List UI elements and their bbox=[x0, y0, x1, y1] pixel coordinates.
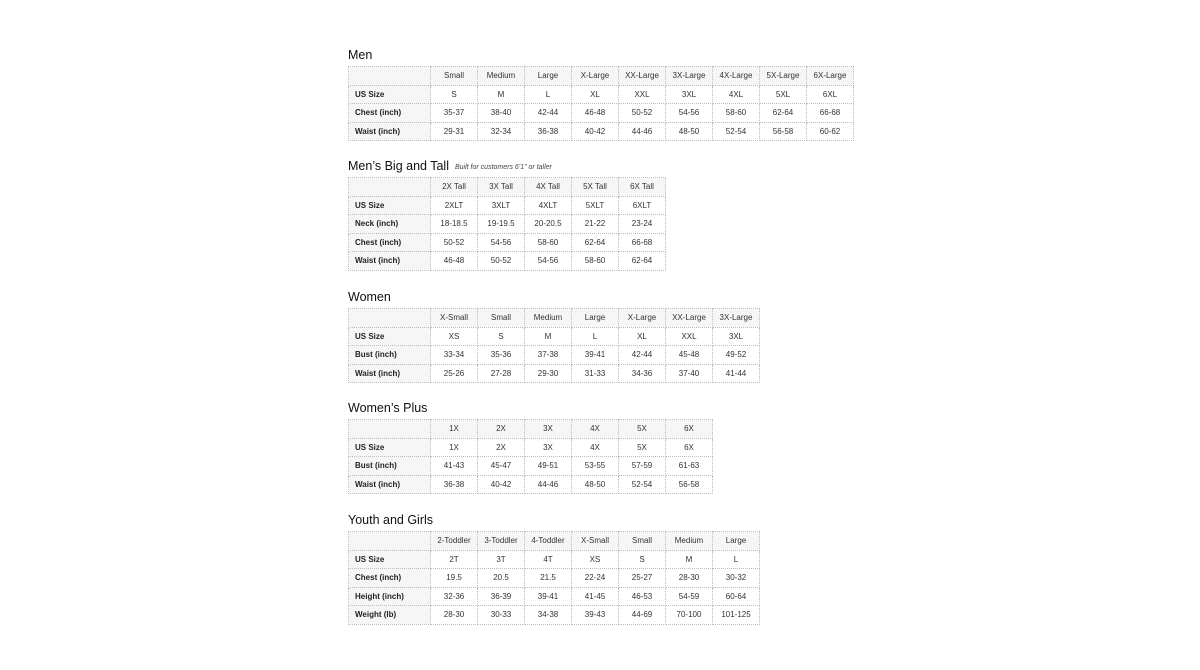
table-cell: 30-33 bbox=[478, 606, 525, 625]
table-cell: 57-59 bbox=[619, 457, 666, 476]
table-cell: 28-30 bbox=[666, 569, 713, 588]
table-cell: 54-56 bbox=[478, 233, 525, 252]
table-cell: 50-52 bbox=[478, 252, 525, 271]
size-table bbox=[348, 66, 854, 141]
table-cell: 42-44 bbox=[525, 104, 572, 123]
table-cell: 32-34 bbox=[478, 122, 525, 141]
table-cell: 70-100 bbox=[666, 606, 713, 625]
table-cell: 46-48 bbox=[431, 252, 478, 271]
table-cell: 66-68 bbox=[807, 104, 854, 123]
size-table bbox=[348, 308, 760, 383]
table-cell: 3XL bbox=[713, 327, 760, 346]
table-cell: 25-27 bbox=[619, 569, 666, 588]
table-cell: 30-32 bbox=[713, 569, 760, 588]
column-header: XX-Large bbox=[666, 309, 713, 328]
table-cell: 29-30 bbox=[525, 364, 572, 383]
row-label: US Size bbox=[349, 327, 431, 346]
column-header: 4X bbox=[572, 420, 619, 439]
section-title bbox=[348, 400, 713, 416]
row-label: Waist (inch) bbox=[349, 122, 431, 141]
table-cell: 62-64 bbox=[760, 104, 807, 123]
corner-cell bbox=[349, 178, 431, 197]
column-header: Small bbox=[478, 309, 525, 328]
table-row bbox=[349, 104, 854, 123]
table-cell: L bbox=[713, 550, 760, 569]
column-header: Large bbox=[713, 532, 760, 551]
table-cell: 54-56 bbox=[525, 252, 572, 271]
table-cell: 50-52 bbox=[431, 233, 478, 252]
size-table-section bbox=[348, 512, 760, 625]
table-cell: 41-45 bbox=[572, 587, 619, 606]
row-label: US Size bbox=[349, 85, 431, 104]
table-cell: 49-51 bbox=[525, 457, 572, 476]
table-cell: 36-38 bbox=[525, 122, 572, 141]
column-header: X-Small bbox=[572, 532, 619, 551]
table-cell: 45-48 bbox=[666, 346, 713, 365]
table-row bbox=[349, 252, 666, 271]
table-row bbox=[349, 550, 760, 569]
column-header: 4X-Large bbox=[713, 67, 760, 86]
table-row bbox=[349, 438, 713, 457]
column-header: Small bbox=[431, 67, 478, 86]
column-header: 3X Tall bbox=[478, 178, 525, 197]
row-label: US Size bbox=[349, 438, 431, 457]
table-cell: 2XLT bbox=[431, 196, 478, 215]
table-cell: 42-44 bbox=[619, 346, 666, 365]
table-cell: 58-60 bbox=[572, 252, 619, 271]
row-label: Chest (inch) bbox=[349, 233, 431, 252]
size-table-section bbox=[348, 289, 760, 383]
table-cell: 3XL bbox=[666, 85, 713, 104]
table-cell: M bbox=[525, 327, 572, 346]
table-cell: 5X bbox=[619, 438, 666, 457]
column-header: 2-Toddler bbox=[431, 532, 478, 551]
column-header: Large bbox=[525, 67, 572, 86]
table-cell: 6X bbox=[666, 438, 713, 457]
corner-cell bbox=[349, 67, 431, 86]
row-label: Neck (inch) bbox=[349, 215, 431, 234]
table-row bbox=[349, 587, 760, 606]
table-cell: 39-43 bbox=[572, 606, 619, 625]
header-row bbox=[349, 420, 713, 439]
table-cell: XS bbox=[431, 327, 478, 346]
table-cell: 35-37 bbox=[431, 104, 478, 123]
section-title-text: Women bbox=[348, 290, 391, 304]
section-title-text: Men’s Big and Tall bbox=[348, 159, 449, 173]
column-header: Medium bbox=[525, 309, 572, 328]
column-header: 1X bbox=[431, 420, 478, 439]
table-cell: XS bbox=[572, 550, 619, 569]
table-cell: 62-64 bbox=[572, 233, 619, 252]
header-row bbox=[349, 67, 854, 86]
table-cell: 50-52 bbox=[619, 104, 666, 123]
table-cell: 44-46 bbox=[619, 122, 666, 141]
table-cell: 20.5 bbox=[478, 569, 525, 588]
table-cell: 4X bbox=[572, 438, 619, 457]
column-header: 5X Tall bbox=[572, 178, 619, 197]
table-cell: 33-34 bbox=[431, 346, 478, 365]
table-cell: 37-40 bbox=[666, 364, 713, 383]
section-title-text: Women’s Plus bbox=[348, 401, 428, 415]
table-cell: S bbox=[478, 327, 525, 346]
table-cell: 2T bbox=[431, 550, 478, 569]
column-header: 3X bbox=[525, 420, 572, 439]
column-header: 3X-Large bbox=[713, 309, 760, 328]
row-label: Height (inch) bbox=[349, 587, 431, 606]
table-cell: 19-19.5 bbox=[478, 215, 525, 234]
corner-cell bbox=[349, 420, 431, 439]
row-label: Bust (inch) bbox=[349, 457, 431, 476]
table-cell: 37-38 bbox=[525, 346, 572, 365]
table-cell: 21.5 bbox=[525, 569, 572, 588]
table-row bbox=[349, 233, 666, 252]
table-cell: 22-24 bbox=[572, 569, 619, 588]
table-cell: 18-18.5 bbox=[431, 215, 478, 234]
size-table-section bbox=[348, 400, 713, 494]
row-label: Waist (inch) bbox=[349, 252, 431, 271]
size-table bbox=[348, 531, 760, 625]
corner-cell bbox=[349, 309, 431, 328]
section-note: Built for customers 6’1” or taller bbox=[455, 164, 552, 171]
table-row bbox=[349, 215, 666, 234]
table-cell: 23-24 bbox=[619, 215, 666, 234]
column-header: 6X bbox=[666, 420, 713, 439]
table-row bbox=[349, 85, 854, 104]
row-label: Waist (inch) bbox=[349, 475, 431, 494]
size-table bbox=[348, 419, 713, 494]
column-header: X-Large bbox=[619, 309, 666, 328]
column-header: 6X-Large bbox=[807, 67, 854, 86]
column-header: Medium bbox=[666, 532, 713, 551]
table-cell: 40-42 bbox=[572, 122, 619, 141]
table-cell: 39-41 bbox=[572, 346, 619, 365]
table-cell: 60-64 bbox=[713, 587, 760, 606]
table-cell: 4XL bbox=[713, 85, 760, 104]
table-cell: 3X bbox=[525, 438, 572, 457]
table-cell: 54-56 bbox=[666, 104, 713, 123]
table-cell: 29-31 bbox=[431, 122, 478, 141]
table-row bbox=[349, 569, 760, 588]
size-table-section bbox=[348, 158, 666, 271]
column-header: Small bbox=[619, 532, 666, 551]
section-title bbox=[348, 158, 666, 174]
table-cell: 25-26 bbox=[431, 364, 478, 383]
table-row bbox=[349, 327, 760, 346]
table-cell: 52-54 bbox=[713, 122, 760, 141]
table-cell: 66-68 bbox=[619, 233, 666, 252]
section-title bbox=[348, 47, 854, 63]
table-cell: 27-28 bbox=[478, 364, 525, 383]
table-cell: 35-36 bbox=[478, 346, 525, 365]
table-cell: 56-58 bbox=[760, 122, 807, 141]
table-cell: 56-58 bbox=[666, 475, 713, 494]
table-cell: 2X bbox=[478, 438, 525, 457]
column-header: 4-Toddler bbox=[525, 532, 572, 551]
table-cell: 46-48 bbox=[572, 104, 619, 123]
table-cell: 5XL bbox=[760, 85, 807, 104]
table-cell: 20-20.5 bbox=[525, 215, 572, 234]
table-cell: 6XL bbox=[807, 85, 854, 104]
table-cell: 53-55 bbox=[572, 457, 619, 476]
row-label: Bust (inch) bbox=[349, 346, 431, 365]
table-cell: XL bbox=[619, 327, 666, 346]
table-cell: 46-53 bbox=[619, 587, 666, 606]
table-cell: 60-62 bbox=[807, 122, 854, 141]
table-cell: 52-54 bbox=[619, 475, 666, 494]
table-cell: 39-41 bbox=[525, 587, 572, 606]
table-cell: 44-46 bbox=[525, 475, 572, 494]
table-cell: 3XLT bbox=[478, 196, 525, 215]
table-cell: L bbox=[572, 327, 619, 346]
column-header: 5X-Large bbox=[760, 67, 807, 86]
table-cell: 4T bbox=[525, 550, 572, 569]
table-cell: 45-47 bbox=[478, 457, 525, 476]
table-cell: 61-63 bbox=[666, 457, 713, 476]
header-row bbox=[349, 178, 666, 197]
column-header: 2X bbox=[478, 420, 525, 439]
corner-cell bbox=[349, 532, 431, 551]
table-cell: 101-125 bbox=[713, 606, 760, 625]
table-cell: L bbox=[525, 85, 572, 104]
table-cell: 58-60 bbox=[525, 233, 572, 252]
table-cell: 31-33 bbox=[572, 364, 619, 383]
table-row bbox=[349, 346, 760, 365]
row-label: Chest (inch) bbox=[349, 104, 431, 123]
table-cell: 38-40 bbox=[478, 104, 525, 123]
section-title bbox=[348, 289, 760, 305]
table-cell: M bbox=[666, 550, 713, 569]
table-cell: 4XLT bbox=[525, 196, 572, 215]
column-header: 2X Tall bbox=[431, 178, 478, 197]
column-header: XX-Large bbox=[619, 67, 666, 86]
column-header: X-Small bbox=[431, 309, 478, 328]
table-cell: XL bbox=[572, 85, 619, 104]
table-cell: 48-50 bbox=[666, 122, 713, 141]
table-row bbox=[349, 475, 713, 494]
table-cell: 62-64 bbox=[619, 252, 666, 271]
section-title-text: Youth and Girls bbox=[348, 513, 434, 527]
table-cell: 34-36 bbox=[619, 364, 666, 383]
table-cell: 3T bbox=[478, 550, 525, 569]
table-cell: 1X bbox=[431, 438, 478, 457]
column-header: 4X Tall bbox=[525, 178, 572, 197]
section-title bbox=[348, 512, 760, 528]
table-cell: 41-44 bbox=[713, 364, 760, 383]
header-row bbox=[349, 309, 760, 328]
row-label: Weight (lb) bbox=[349, 606, 431, 625]
table-cell: M bbox=[478, 85, 525, 104]
table-cell: S bbox=[431, 85, 478, 104]
table-row bbox=[349, 196, 666, 215]
column-header: Medium bbox=[478, 67, 525, 86]
table-cell: 21-22 bbox=[572, 215, 619, 234]
section-title-text: Men bbox=[348, 48, 373, 62]
table-cell: 5XLT bbox=[572, 196, 619, 215]
column-header: X-Large bbox=[572, 67, 619, 86]
table-row bbox=[349, 606, 760, 625]
row-label: US Size bbox=[349, 550, 431, 569]
row-label: Waist (inch) bbox=[349, 364, 431, 383]
column-header: 5X bbox=[619, 420, 666, 439]
table-cell: 6XLT bbox=[619, 196, 666, 215]
table-cell: 54-59 bbox=[666, 587, 713, 606]
table-cell: 58-60 bbox=[713, 104, 760, 123]
row-label: Chest (inch) bbox=[349, 569, 431, 588]
table-row bbox=[349, 122, 854, 141]
column-header: Large bbox=[572, 309, 619, 328]
table-cell: 36-38 bbox=[431, 475, 478, 494]
table-row bbox=[349, 457, 713, 476]
table-cell: 44-69 bbox=[619, 606, 666, 625]
table-cell: 19.5 bbox=[431, 569, 478, 588]
table-cell: XXL bbox=[619, 85, 666, 104]
header-row bbox=[349, 532, 760, 551]
column-header: 3X-Large bbox=[666, 67, 713, 86]
table-cell: S bbox=[619, 550, 666, 569]
table-cell: 41-43 bbox=[431, 457, 478, 476]
table-cell: 36-39 bbox=[478, 587, 525, 606]
table-cell: 28-30 bbox=[431, 606, 478, 625]
table-row bbox=[349, 364, 760, 383]
table-cell: 48-50 bbox=[572, 475, 619, 494]
table-cell: 49-52 bbox=[713, 346, 760, 365]
table-cell: 40-42 bbox=[478, 475, 525, 494]
row-label: US Size bbox=[349, 196, 431, 215]
table-cell: XXL bbox=[666, 327, 713, 346]
size-table bbox=[348, 177, 666, 271]
column-header: 3-Toddler bbox=[478, 532, 525, 551]
size-table-section bbox=[348, 47, 854, 141]
column-header: 6X Tall bbox=[619, 178, 666, 197]
table-cell: 32-36 bbox=[431, 587, 478, 606]
table-cell: 34-38 bbox=[525, 606, 572, 625]
